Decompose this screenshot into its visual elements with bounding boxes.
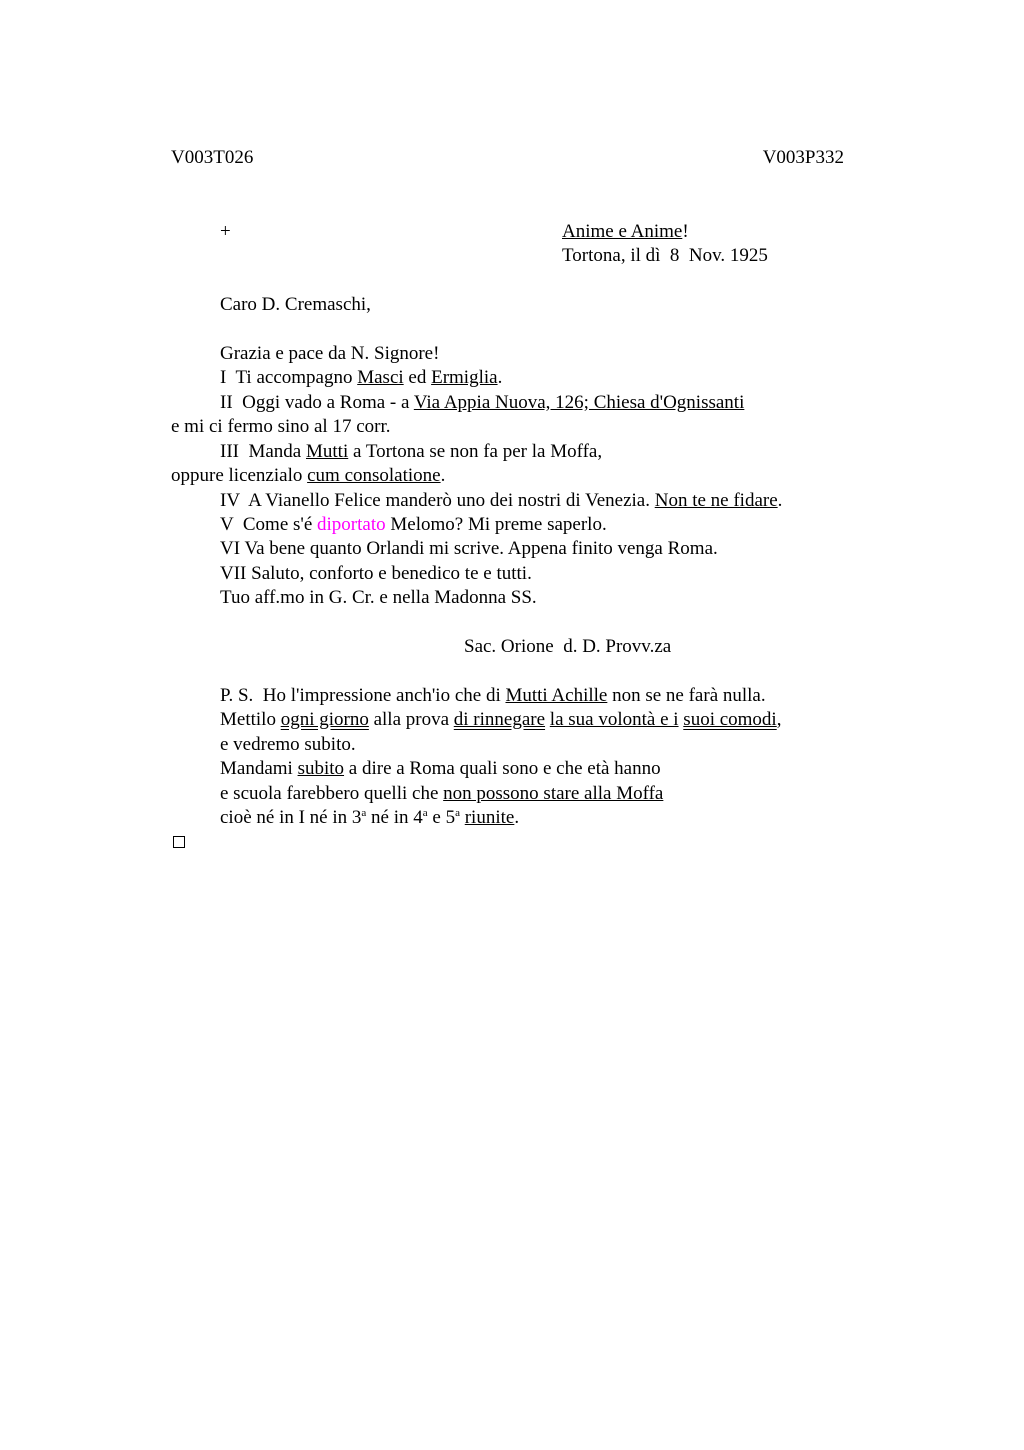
paragraph-3-continuation [171, 464, 445, 489]
closing: Tuo aff.mo in G. Cr. e nella Madonna SS. [220, 587, 537, 608]
postscript-1 [220, 684, 766, 709]
dateline: Tortona, il dì 8 Nov. 1925 [562, 245, 768, 266]
p1-text: I Ti accompagno [220, 367, 358, 388]
p5-text: Melomo? Mi preme saperlo. [385, 514, 607, 535]
ps2-underlined: la sua volontà e i [549, 709, 679, 730]
p4-text: IV A Vianello Felice manderò uno dei nostri di Venezia. [220, 490, 655, 511]
header-left-code: V003T026 [171, 147, 254, 168]
ps6-underlined: riunite [464, 807, 515, 828]
paragraph-2 [220, 391, 744, 416]
p3-text: . [440, 465, 446, 486]
salutation: Caro D. Cremaschi, [220, 294, 371, 315]
postscript-2 [220, 708, 781, 733]
ps6-superscript: a [361, 807, 367, 819]
paragraph-1 [220, 366, 502, 391]
p1-name-masci: Masci [357, 367, 404, 388]
p3-name-mutti: Mutti [306, 441, 349, 462]
ps4-underlined: subito [297, 758, 345, 779]
ps5-text: e scuola farebbero quelli che [220, 783, 444, 804]
ps1-name: Mutti Achille [505, 685, 608, 706]
ps2-double-underlined: di rinnegare [453, 709, 546, 730]
ps6-text: . [514, 807, 520, 828]
p3-text: oppure licenzialo [171, 465, 308, 486]
paragraph-3 [220, 440, 602, 465]
paragraph-4 [220, 489, 782, 514]
ps2-text: alla prova [368, 709, 454, 730]
ps6-text: e 5 [427, 807, 456, 828]
p3-latin-phrase: cum consolatione [307, 465, 441, 486]
paragraph-7: VII Saluto, conforto e benedico te e tutti. [220, 563, 532, 584]
ps2-double-underlined: suoi comodi [683, 709, 777, 730]
motto-rest: ! [682, 221, 689, 242]
postscript-5 [220, 782, 663, 807]
p1-text: ed [403, 367, 432, 388]
paragraph-5 [220, 513, 607, 538]
p2-text: II Oggi vado a Roma - a [220, 392, 414, 413]
motto [562, 220, 689, 245]
postscript-3: e vedremo subito. [220, 734, 356, 755]
signature: Sac. Orione d. D. Provv.za [464, 636, 672, 657]
ps6-text: cioè né in I né in 3 [220, 807, 362, 828]
p4-warning: Non te ne fidare [654, 490, 778, 511]
ps2-text: Mettilo [220, 709, 281, 730]
p3-text: a Tortona se non fa per la Moffa, [348, 441, 603, 462]
paragraph-6: VI Va bene quanto Orlandi mi scrive. Appena finito venga Roma. [220, 538, 718, 559]
postscript-4 [220, 757, 661, 782]
ps1-text: P. S. Ho l'impressione anch'io che di [220, 685, 506, 706]
ps6-superscript: a [422, 807, 428, 819]
ps4-text: Mandami [220, 758, 298, 779]
paragraph-2-continuation: e mi ci fermo sino al 17 corr. [171, 416, 391, 437]
ps6-superscript: a [455, 807, 460, 819]
ps4-text: a dire a Roma quali sono e che età hanno [344, 758, 661, 779]
motto-underlined: Anime e Anime [562, 221, 683, 242]
p5-text: V Come s'é [220, 514, 318, 535]
greeting: Grazia e pace da N. Signore! [220, 343, 440, 364]
ps1-text: non se ne farà nulla. [607, 685, 766, 706]
ps2-double-underlined: ogni giorno [280, 709, 369, 730]
ps2-text: , [776, 709, 782, 730]
p1-text: . [497, 367, 503, 388]
header-right-code: V003P332 [762, 147, 844, 168]
postscript-6 [220, 806, 519, 831]
end-square-icon [173, 836, 185, 848]
p5-highlighted-word: diportato [317, 514, 386, 535]
p1-name-ermiglia: Ermiglia [431, 367, 498, 388]
ps5-underlined: non possono stare alla Moffa [443, 783, 664, 804]
cross-symbol: + [220, 221, 231, 242]
ps6-text: né in 4 [366, 807, 423, 828]
p2-address: Via Appia Nuova, 126; Chiesa d'Ognissanti [413, 392, 745, 413]
p3-text: III Manda [220, 441, 306, 462]
p4-text: . [777, 490, 783, 511]
